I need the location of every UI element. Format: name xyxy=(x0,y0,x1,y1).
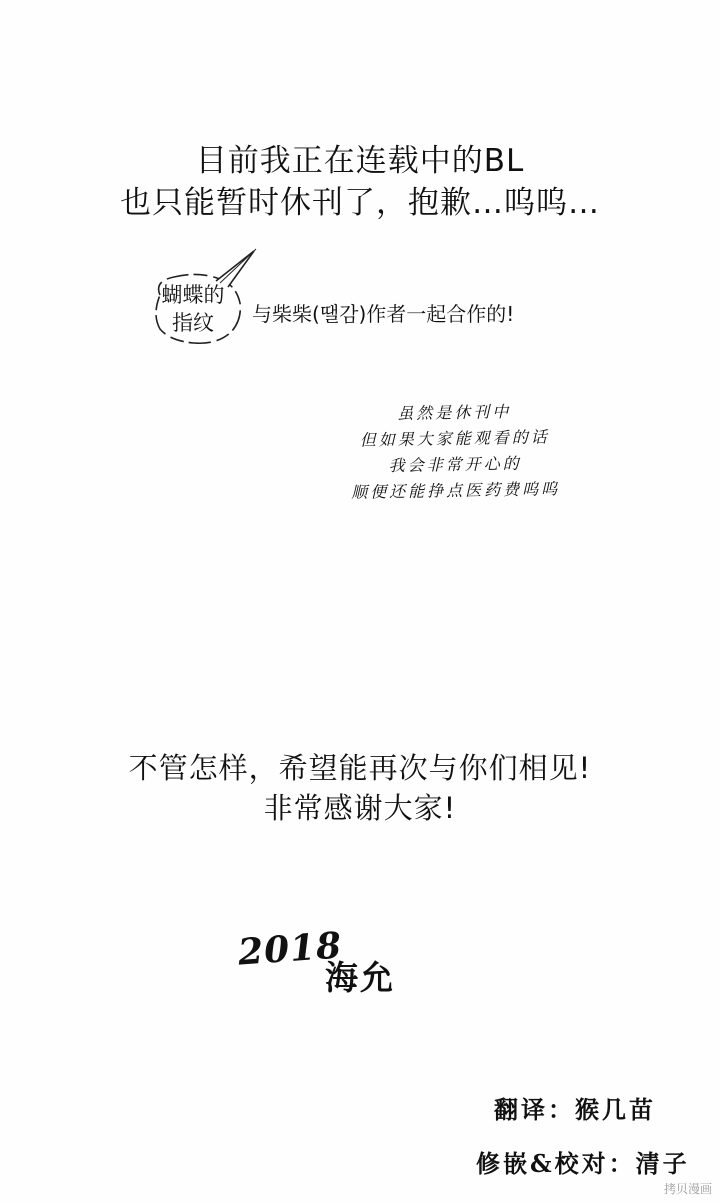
note-line-2: 但如果大家能观看的话 xyxy=(359,427,550,450)
intro-line-2: 也只能暂时休刊了，抱歉…呜呜… xyxy=(120,185,600,221)
handwritten-note xyxy=(319,398,591,507)
closing-line-1: 不管怎样，希望能再次与你们相见! xyxy=(128,751,592,785)
credit-translate: 翻译：猴几苗 xyxy=(494,1095,656,1124)
collab-text: 与柴柴(땔감)作者一起合作的! xyxy=(252,302,515,326)
watermark: 拷贝漫画 xyxy=(663,1182,712,1196)
credit-edit: 修嵌&校对：清子 xyxy=(476,1149,690,1178)
closing-line-2: 非常感谢大家! xyxy=(263,791,457,825)
signature-author: 海允 xyxy=(325,958,395,997)
intro-line-1: 目前我正在连载中的BL xyxy=(195,143,525,179)
note-line-1: 虽然是休刊中 xyxy=(397,402,512,423)
signature-year: 2018 xyxy=(236,924,344,974)
bubble-line-2: 指纹 xyxy=(172,311,214,335)
bubble-line-1: 蝴蝶的 xyxy=(161,283,225,307)
note-line-4: 顺便还能挣点医药费呜呜 xyxy=(351,479,561,502)
closing-text xyxy=(0,748,720,828)
bubble-text xyxy=(148,281,238,337)
intro-text xyxy=(0,140,720,224)
note-line-3: 我会非常开心的 xyxy=(388,453,522,476)
